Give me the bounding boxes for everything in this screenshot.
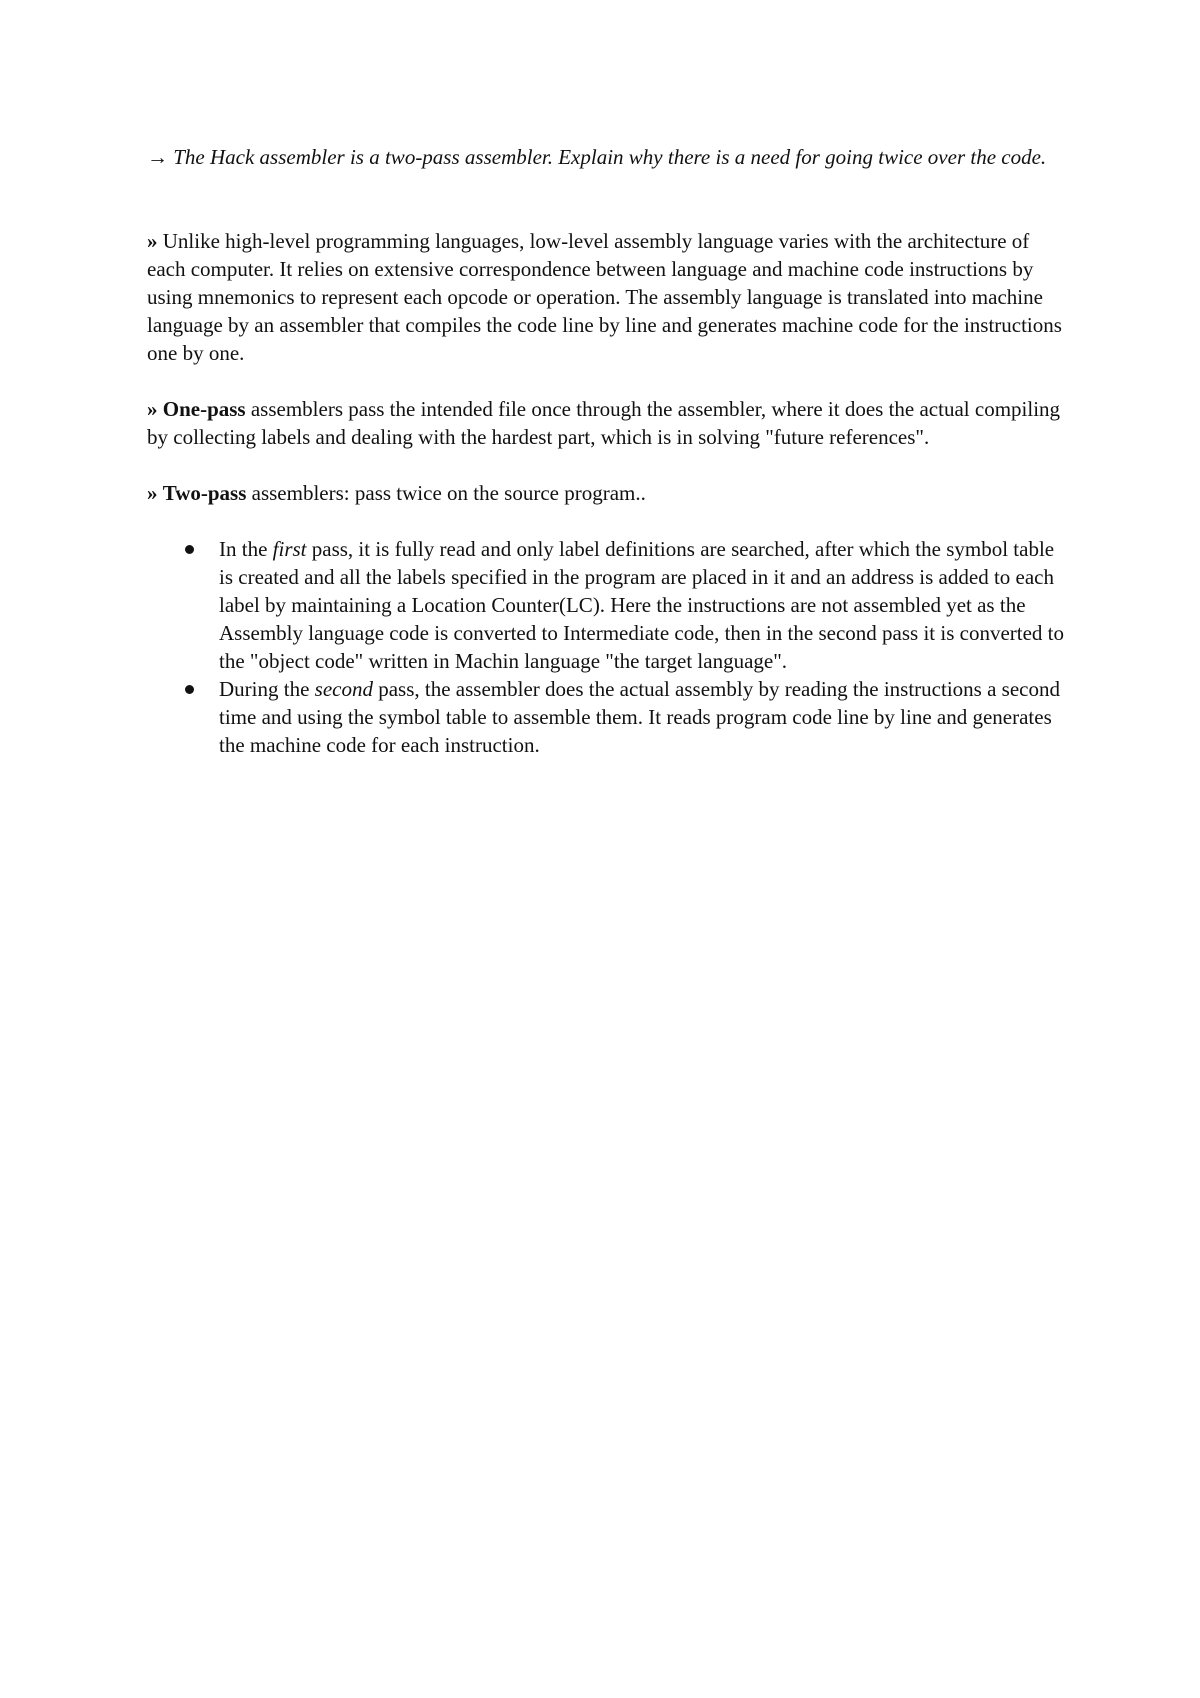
bullet-pre: During the: [219, 677, 310, 701]
paragraph-text: assemblers pass the intended file once through the assembler, where it does the actual compiling by collecting labels and dealing with the hardest part, which is in solving "future references".: [147, 397, 1061, 449]
paragraph-marker: »: [147, 229, 158, 253]
bullet-emphasis: second: [314, 677, 373, 701]
list-item: [147, 675, 1067, 759]
bullet-post: pass, it is fully read and only label definitions are searched, after which the symbol table is created and all the labels specified in the program are placed in it and an address is added to each label by maintaining a Location Counter(LC). Here the instructions are not assembled yet as the Assembly language code is converted to Intermediate code, then in the second pass it is converted to the "object code" written in Machin language "the target language".: [219, 537, 1064, 673]
paragraph-text: Unlike high-level programming languages, low-level assembly language varies with the architecture of each computer. It relies on extensive correspondence between language and machine code instructions by using mnemonics to represent each opcode or operation. The assembly language is translated into machine language by an assembler that compiles the code line by line and generates machine code for the instructions one by one.: [147, 229, 1062, 365]
bullet-list: [147, 535, 1067, 759]
document-body: [147, 143, 1067, 759]
bullet-emphasis: first: [272, 537, 307, 561]
paragraph-two-pass: [147, 479, 1067, 507]
question: [147, 143, 1067, 171]
paragraph-lead: Two-pass: [162, 481, 247, 505]
paragraph-marker: »: [147, 481, 158, 505]
paragraph-one-pass: [147, 395, 1067, 451]
question-text: The Hack assembler is a two-pass assembler. Explain why there is a need for going twice over the code.: [173, 145, 1047, 169]
arrow-icon: →: [147, 145, 168, 169]
paragraph-marker: »: [147, 397, 158, 421]
paragraph-lead: One-pass: [162, 397, 246, 421]
paragraph-text: assemblers: pass twice on the source program..: [251, 481, 646, 505]
list-item: [147, 535, 1067, 675]
bullet-icon: [185, 685, 194, 694]
bullet-icon: [185, 545, 194, 554]
bullet-post: pass, the assembler does the actual assembly by reading the instructions a second time and using the symbol table to assemble them. It reads program code line by line and generates the machine code for each instruction.: [219, 677, 1060, 757]
bullet-pre: In the: [219, 537, 268, 561]
paragraph-intro: [147, 227, 1067, 367]
